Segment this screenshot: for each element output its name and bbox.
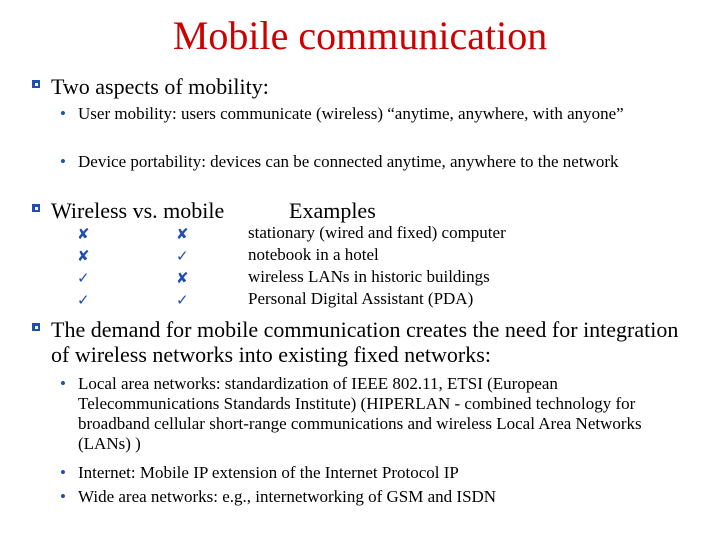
examples-header: Examples (289, 198, 376, 223)
mobile-mark-icon: ✓ (176, 249, 189, 265)
wireless-mark-icon: ✘ (77, 227, 90, 243)
slide-title: Mobile communication (172, 13, 548, 58)
bullet-text: Internet: Mobile IP extension of the Internet Protocol IP (78, 463, 459, 482)
bullet-text: Wide area networks: e.g., internetworking of GSM and ISDN (78, 487, 497, 506)
mobile-mark-icon: ✘ (176, 271, 189, 287)
example-text: stationary (wired and fixed) computer (248, 223, 506, 242)
list-item (60, 463, 683, 483)
square-bullet-icon (32, 204, 40, 212)
wireless-mark-icon: ✓ (77, 271, 90, 287)
dot-bullet-icon: • (60, 463, 66, 482)
section3-heading (51, 317, 681, 367)
wireless-mark-icon: ✓ (77, 293, 90, 309)
section1-heading-text: Two aspects of mobility: (51, 74, 269, 99)
mobile-mark-icon: ✓ (176, 293, 189, 309)
section2-heading (51, 198, 224, 224)
square-bullet-icon (32, 80, 40, 88)
example-text: wireless LANs in historic buildings (248, 267, 490, 286)
dot-bullet-icon: • (60, 487, 66, 506)
wireless-mark-icon: ✘ (77, 249, 90, 265)
dot-bullet-icon: • (60, 104, 66, 123)
section1-heading (51, 74, 269, 100)
example-text: Personal Digital Assistant (PDA) (248, 289, 474, 308)
list-item (60, 374, 683, 454)
list-item (60, 487, 683, 507)
example-text: notebook in a hotel (248, 245, 379, 264)
section2-heading-text: Wireless vs. mobile (51, 198, 225, 223)
list-item (60, 104, 678, 124)
mobile-mark-icon: ✘ (176, 227, 189, 243)
bullet-text: Device portability: devices can be connected anytime, anywhere to the network (78, 152, 619, 171)
square-bullet-icon (32, 323, 40, 331)
bullet-text: User mobility: users communicate (wireless) “anytime, anywhere, with anyone” (78, 104, 624, 123)
bullet-text: Local area networks: standardization of IEEE 802.11, ETSI (European Telecommunications Standards Institute) (HIPERLAN - combined technology for broadband cellular short-range communications and wireless Local Area Networks (LANs) ) (78, 374, 642, 453)
section3-heading-text: The demand for mobile communication creates the need for integration of wireless networks into existing fixed networks: (51, 317, 679, 367)
list-item (60, 152, 678, 172)
dot-bullet-icon: • (60, 152, 66, 171)
dot-bullet-icon: • (60, 374, 66, 393)
